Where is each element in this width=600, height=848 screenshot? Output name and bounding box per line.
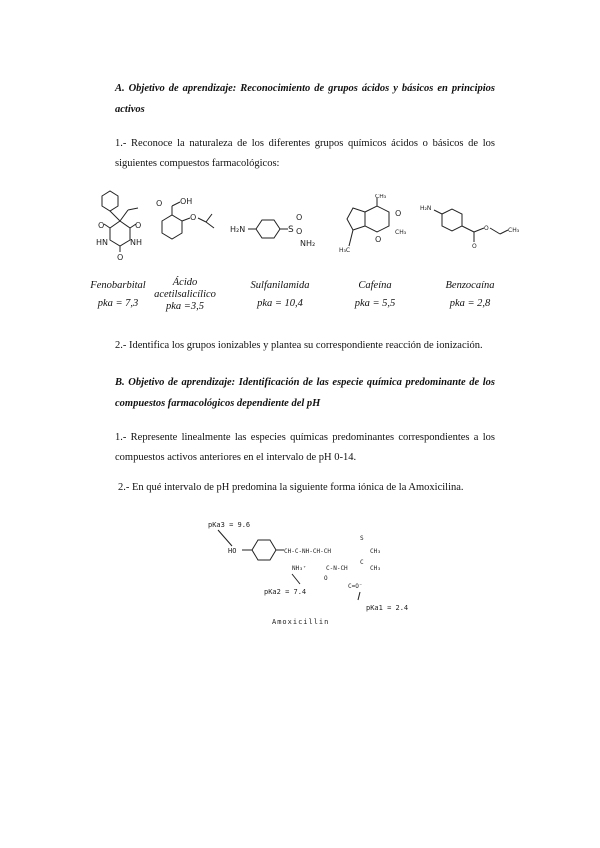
svg-text:H₂N: H₂N: [420, 205, 432, 212]
svg-text:NH₃⁺: NH₃⁺: [292, 565, 307, 572]
svg-text:O: O: [324, 575, 328, 582]
svg-text:O: O: [472, 243, 477, 250]
svg-text:O: O: [296, 213, 303, 222]
cafeina-structure: [335, 194, 415, 264]
svg-text:O: O: [484, 225, 489, 232]
compound-name: Ácido acetilsalicílico: [154, 277, 216, 300]
svg-text:H₃C: H₃C: [339, 247, 351, 254]
compound-name: Benzocaína: [445, 280, 495, 291]
svg-text:OH: OH: [180, 197, 193, 206]
svg-text:O: O: [117, 253, 124, 262]
compound-caption: [145, 277, 225, 313]
svg-text:H₂N: H₂N: [230, 225, 246, 234]
svg-text:O: O: [135, 221, 142, 230]
compound-caption: [430, 279, 510, 311]
svg-text:S: S: [288, 225, 294, 235]
compound-pka: pka = 5,5: [354, 298, 396, 309]
section-a-heading: A. Objetivo de aprendizaje: Reconocimiento de grupos ácidos y básicos en principios activos: [115, 83, 495, 115]
compound-pka: pka = 10,4: [257, 298, 303, 309]
section-b-question-2: 2.- En qué intervalo de pH predomina la siguiente forma iónica de la Amoxicilina.: [118, 482, 464, 493]
svg-text:CH₃: CH₃: [395, 229, 407, 236]
compound-caption: [240, 279, 320, 311]
svg-text:CH-C-NH-CH-CH: CH-C-NH-CH-CH: [284, 548, 331, 555]
pka2-label: pKa2 = 7.4: [264, 588, 307, 596]
compound-caption: [335, 279, 415, 311]
svg-text:S: S: [360, 535, 364, 542]
svg-text:CH₃: CH₃: [370, 548, 381, 555]
svg-text:C-N-CH: C-N-CH: [326, 565, 348, 572]
section-b-heading: B. Objetivo de aprendizaje: Identificación de las especie química predominante de los compuestos farmacológicos dependiente del pH: [115, 377, 495, 409]
svg-text:CH₃: CH₃: [370, 565, 381, 572]
compound-name: Cafeína: [358, 280, 392, 291]
svg-text:NH₂: NH₂: [300, 239, 316, 248]
svg-text:O: O: [395, 209, 402, 218]
compound-name: Sulfanilamida: [250, 280, 310, 291]
compound-name: Fenobarbital: [90, 280, 146, 291]
svg-text:HN: HN: [96, 238, 108, 247]
svg-text:NH: NH: [130, 238, 142, 247]
benzocaina-structure: [420, 200, 530, 250]
svg-text:C=O⁻: C=O⁻: [348, 583, 363, 590]
svg-text:O: O: [375, 235, 382, 244]
sulfanilamida-structure: [230, 210, 330, 250]
amoxicillin-label: Amoxicillin: [272, 618, 330, 626]
section-b-question-1: 1.- Represente linealmente las especies químicas predominantes correspondientes a los compuestos activos anteriores en el intervalo de pH 0-14.: [115, 432, 495, 463]
svg-text:CH₃: CH₃: [375, 194, 387, 200]
compound-pka: pka = 7,3: [97, 298, 139, 309]
amoxicillin-structure: [200, 512, 420, 637]
acido-acetilsalicilico-structure: [150, 196, 225, 256]
svg-text:CH₃: CH₃: [508, 227, 520, 234]
compound-pka: pka =3,5: [166, 301, 204, 312]
svg-text:O: O: [190, 213, 197, 222]
svg-text:HO: HO: [228, 547, 237, 555]
svg-text:O: O: [296, 227, 303, 236]
pka3-label: pKa3 = 9.6: [208, 521, 251, 529]
svg-text:O: O: [98, 221, 105, 230]
svg-text:C: C: [360, 559, 364, 566]
compound-pka: pka = 2,8: [449, 298, 491, 309]
section-a-question-1: 1.- Reconoce la naturaleza de los diferentes grupos químicos ácidos o básicos de los siguientes compuestos farmacológicos:: [115, 138, 495, 169]
section-a-question-2: 2.- Identifica los grupos ionizables y plantea su correspondiente reacción de ionización.: [115, 340, 483, 351]
pka1-label: pKa1 = 2.4: [366, 604, 409, 612]
svg-text:O: O: [156, 199, 163, 208]
